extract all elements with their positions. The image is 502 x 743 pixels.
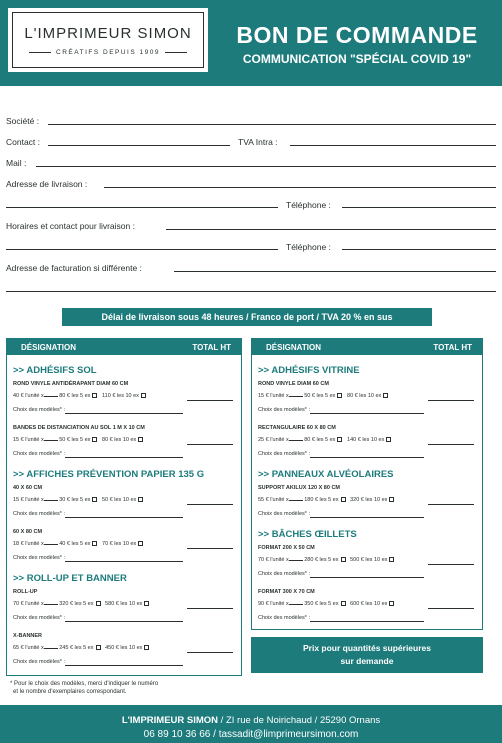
- section-baches: >> BÂCHES ŒILLETS: [258, 529, 357, 540]
- page-title: BON DE COMMANDE: [236, 22, 478, 48]
- choix-label: Choix des modèles* :: [13, 407, 65, 413]
- choix-label: Choix des modèles* :: [13, 511, 65, 517]
- tva-field[interactable]: [290, 145, 496, 146]
- horaires-field-2[interactable]: [6, 249, 278, 250]
- product-name: FORMAT 200 X 50 CM: [258, 545, 315, 551]
- checkbox[interactable]: [341, 557, 346, 562]
- right-column-header: [252, 339, 482, 355]
- product-name: ROND VINYLE DIAM 60 CM: [258, 381, 329, 387]
- quantity-note-line-2: sur demande: [340, 656, 394, 666]
- choix-field[interactable]: [65, 517, 183, 518]
- societe-label: Société :: [6, 116, 40, 126]
- section-panneaux: >> PANNEAUX ALVÉOLAIRES: [258, 469, 394, 480]
- total-field[interactable]: [187, 400, 233, 401]
- footer: [0, 705, 502, 743]
- checkbox[interactable]: [92, 437, 97, 442]
- choix-field[interactable]: [65, 665, 183, 666]
- choix-label: Choix des modèles* :: [258, 511, 310, 517]
- delivery-banner: Délai de livraison sous 48 heures / Franco de port / TVA 20 % en sus: [62, 308, 432, 326]
- product-name: BANDES DE DISTANCIATION AU SOL 1 M X 10 CM: [13, 425, 145, 431]
- price-row[interactable]: 15 € l'unité x 50 € les 5 ex 80 € les 10 ex: [258, 393, 388, 399]
- choix-label: Choix des modèles* :: [258, 407, 310, 413]
- total-field[interactable]: [428, 400, 474, 401]
- checkbox[interactable]: [341, 601, 346, 606]
- product-name: ROND VINYLE ANTIDÉRAPANT DIAM 60 CM: [13, 381, 129, 387]
- price-row[interactable]: 40 € l'unité x 80 € les 5 ex 110 € les 10 ex: [13, 393, 146, 399]
- choix-label: Choix des modèles* :: [258, 571, 310, 577]
- choix-label: Choix des modèles* :: [258, 451, 310, 457]
- total-header: TOTAL HT: [433, 343, 472, 352]
- choix-field[interactable]: [310, 457, 424, 458]
- checkbox[interactable]: [138, 497, 143, 502]
- choix-field[interactable]: [65, 621, 183, 622]
- product-name: SUPPORT AKILUX 120 X 80 CM: [258, 485, 341, 491]
- adresse-facturation-field[interactable]: [174, 271, 496, 272]
- logo: [8, 8, 208, 72]
- checkbox[interactable]: [92, 497, 97, 502]
- footer-contact: 06 89 10 36 66 / tassadit@limprimeursimon.com: [143, 729, 359, 740]
- price-row[interactable]: 90 € l'unité x 350 € les 5 ex 600 € les 10 ex: [258, 601, 394, 607]
- checkbox[interactable]: [389, 497, 394, 502]
- mail-label: Mail :: [6, 158, 27, 168]
- product-name: 60 X 80 CM: [13, 529, 43, 535]
- section-affiches: >> AFFICHES PRÉVENTION PAPIER 135 G: [13, 469, 205, 480]
- choix-field[interactable]: [310, 621, 424, 622]
- checkbox[interactable]: [96, 601, 101, 606]
- left-column: [6, 338, 242, 676]
- quantity-note-line-1: Prix pour quantités supérieures: [302, 643, 431, 653]
- contact-label: Contact :: [6, 137, 41, 147]
- checkbox[interactable]: [144, 645, 149, 650]
- choix-label: Choix des modèles* :: [13, 615, 65, 621]
- section-adhesifs-vitrine: >> ADHÉSIFS VITRINE: [258, 365, 360, 376]
- total-field[interactable]: [428, 504, 474, 505]
- adresse-facturation-field-2[interactable]: [6, 291, 496, 292]
- contact-field[interactable]: [48, 145, 230, 146]
- product-name: 40 X 60 CM: [13, 485, 43, 491]
- product-name: RECTANGULAIRE 60 X 80 CM: [258, 425, 336, 431]
- choix-field[interactable]: [65, 457, 183, 458]
- total-field[interactable]: [187, 652, 233, 653]
- choix-field[interactable]: [65, 561, 183, 562]
- logo-name: L'IMPRIMEUR SIMON: [24, 25, 192, 42]
- footnote: * Pour le choix des modèles, merci d'indiquer le numéro et le nombre d'exemplaires correspondant.: [10, 681, 159, 695]
- right-column: [251, 338, 483, 630]
- adresse-livraison-field-2[interactable]: [6, 207, 278, 208]
- total-field[interactable]: [187, 548, 233, 549]
- quantity-note-box: [251, 637, 483, 673]
- page-subtitle: COMMUNICATION "SPÉCIAL COVID 19": [242, 52, 472, 66]
- product-name: X-BANNER: [13, 633, 43, 639]
- choix-field[interactable]: [310, 413, 424, 414]
- price-row[interactable]: 15 € l'unité x 50 € les 5 ex 80 € les 10 ex: [13, 437, 143, 443]
- adresse-livraison-label: Adresse de livraison :: [6, 179, 88, 189]
- logo-tagline: CRÉATIFS DEPUIS 1909: [13, 49, 203, 56]
- product-name: ROLL-UP: [13, 589, 38, 595]
- footer-address: L'IMPRIMEUR SIMON / ZI rue de Noirichaud / 25290 Ornans: [121, 715, 381, 726]
- price-row[interactable]: 65 € l'unité x 245 € les 5 ex 450 € les 10 ex: [13, 645, 149, 651]
- total-field[interactable]: [187, 504, 233, 505]
- mail-field[interactable]: [36, 166, 496, 167]
- choix-field[interactable]: [65, 413, 183, 414]
- left-column-header: [7, 339, 241, 355]
- choix-field[interactable]: [310, 517, 424, 518]
- price-row[interactable]: 55 € l'unité x 180 € les 5 ex 320 € les 10 ex: [258, 497, 394, 503]
- checkbox[interactable]: [138, 541, 143, 546]
- telephone-1-label: Téléphone :: [286, 200, 331, 210]
- choix-label: Choix des modèles* :: [258, 615, 310, 621]
- total-field[interactable]: [428, 608, 474, 609]
- checkbox[interactable]: [389, 557, 394, 562]
- total-field[interactable]: [187, 608, 233, 609]
- checkbox[interactable]: [141, 393, 146, 398]
- checkbox[interactable]: [386, 437, 391, 442]
- checkbox[interactable]: [341, 497, 346, 502]
- designation-header: DÉSIGNATION: [21, 343, 76, 352]
- product-name: FORMAT 300 X 70 CM: [258, 589, 315, 595]
- checkbox[interactable]: [144, 601, 149, 606]
- tva-label: TVA Intra :: [238, 137, 278, 147]
- total-field[interactable]: [428, 444, 474, 445]
- telephone-2-field[interactable]: [342, 249, 496, 250]
- checkbox[interactable]: [337, 437, 342, 442]
- price-row[interactable]: 18 € l'unité x 40 € les 5 ex 70 € les 10 ex: [13, 541, 143, 547]
- price-row[interactable]: 25 € l'unité x 80 € les 5 ex 140 € les 10 ex: [258, 437, 391, 443]
- price-row[interactable]: 70 € l'unité x 280 € les 5 ex 500 € les 10 ex: [258, 557, 394, 563]
- designation-header: DÉSIGNATION: [266, 343, 321, 352]
- checkbox[interactable]: [92, 541, 97, 546]
- checkbox[interactable]: [138, 437, 143, 442]
- checkbox[interactable]: [96, 645, 101, 650]
- choix-label: Choix des modèles* :: [13, 659, 65, 665]
- checkbox[interactable]: [383, 393, 388, 398]
- checkbox[interactable]: [337, 393, 342, 398]
- choix-field[interactable]: [310, 577, 424, 578]
- telephone-1-field[interactable]: [342, 207, 496, 208]
- adresse-livraison-field[interactable]: [104, 187, 496, 188]
- checkbox[interactable]: [389, 601, 394, 606]
- adresse-facturation-label: Adresse de facturation si différente :: [6, 263, 142, 273]
- choix-label: Choix des modèles* :: [13, 555, 65, 561]
- societe-field[interactable]: [48, 124, 496, 125]
- price-row[interactable]: 15 € l'unité x 30 € les 5 ex 50 € les 10 ex: [13, 497, 143, 503]
- header: [0, 0, 502, 86]
- horaires-field[interactable]: [166, 229, 496, 230]
- total-header: TOTAL HT: [192, 343, 231, 352]
- checkbox[interactable]: [92, 393, 97, 398]
- choix-label: Choix des modèles* :: [13, 451, 65, 457]
- telephone-2-label: Téléphone :: [286, 242, 331, 252]
- total-field[interactable]: [187, 444, 233, 445]
- price-row[interactable]: 70 € l'unité x 320 € les 5 ex 580 € les 10 ex: [13, 601, 149, 607]
- section-adhesifs-sol: >> ADHÉSIFS SOL: [13, 365, 97, 376]
- total-field[interactable]: [428, 564, 474, 565]
- horaires-label: Horaires et contact pour livraison :: [6, 221, 135, 231]
- section-rollup: >> ROLL-UP ET BANNER: [13, 573, 127, 584]
